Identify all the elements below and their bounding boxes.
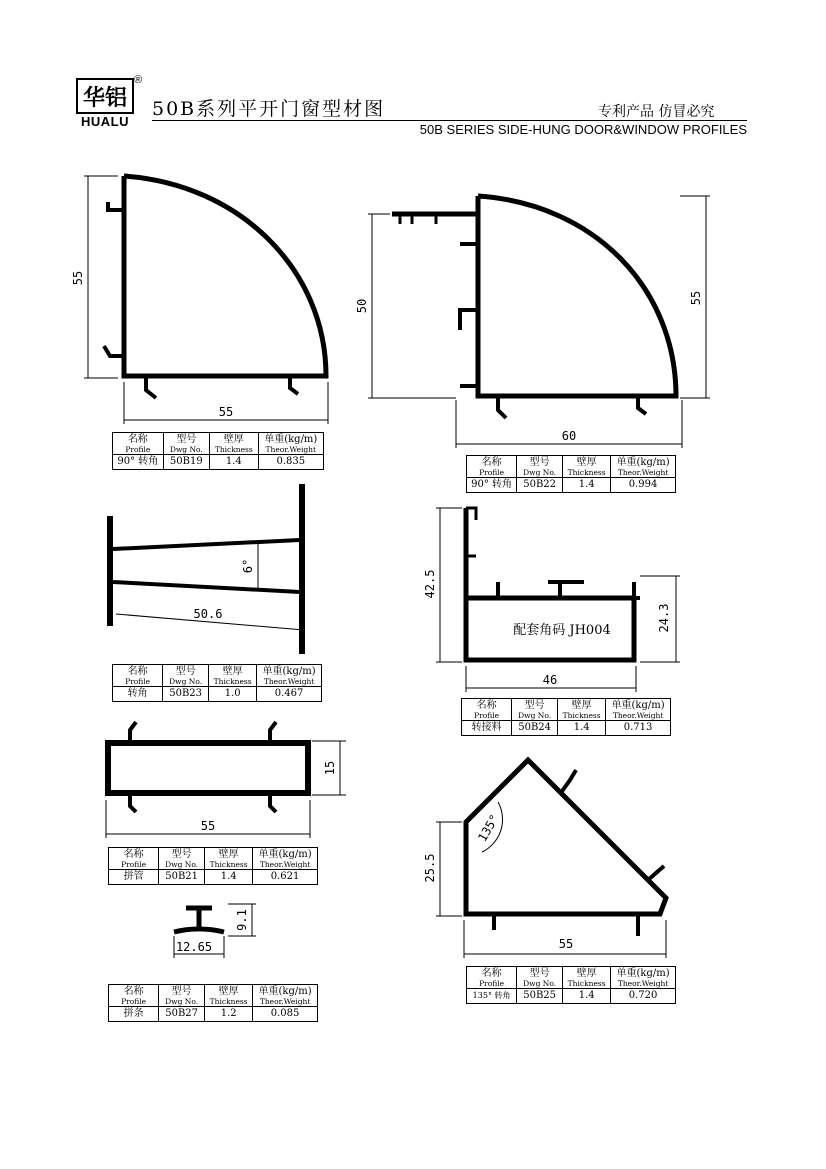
dwg-no: 50B21 bbox=[159, 870, 205, 885]
hdr-thick-cn: 壁厚 bbox=[222, 665, 243, 677]
dim-50B25-height: 25.5 bbox=[423, 853, 437, 883]
hdr-profile-en: Profile bbox=[121, 996, 147, 1006]
hdr-dwg-en: Dwg No. bbox=[523, 978, 557, 988]
hdr-thick-cn: 壁厚 bbox=[218, 848, 239, 860]
hdr-dwg-en: Dwg No. bbox=[523, 467, 557, 477]
dwg-no: 50B27 bbox=[159, 1007, 205, 1022]
hdr-weight-en: Theor.Weight bbox=[259, 996, 311, 1006]
hdr-weight-cn: 单重(kg/m) bbox=[611, 699, 665, 711]
profile-name: 拼管 bbox=[109, 870, 159, 885]
thickness: 1.0 bbox=[209, 687, 257, 702]
dim-50B19-width: 55 bbox=[218, 405, 234, 419]
dwg-no: 50B25 bbox=[517, 989, 563, 1004]
logo-cn-text: 华铝 bbox=[82, 86, 128, 111]
hdr-profile-cn: 名称 bbox=[481, 456, 502, 468]
hdr-profile-en: Profile bbox=[125, 444, 151, 454]
thickness: 1.4 bbox=[210, 455, 259, 470]
profile-50B24-drawing bbox=[436, 508, 680, 692]
hdr-dwg-cn: 型号 bbox=[175, 665, 196, 677]
dim-50B27-width: 12.65 bbox=[175, 940, 213, 954]
dwg-no: 50B19 bbox=[163, 455, 209, 470]
hdr-weight-en: Theor.Weight bbox=[265, 444, 317, 454]
weight: 0.085 bbox=[253, 1007, 318, 1022]
weight: 0.994 bbox=[611, 478, 676, 493]
dim-50B19-height: 55 bbox=[71, 270, 85, 286]
hdr-thick-cn: 壁厚 bbox=[218, 985, 239, 997]
dim-50B22-width: 60 bbox=[561, 429, 577, 443]
dim-50B22-right-height: 55 bbox=[689, 290, 703, 306]
hdr-thick-cn: 壁厚 bbox=[576, 456, 597, 468]
hdr-dwg-en: Dwg No. bbox=[165, 996, 199, 1006]
hdr-thick-cn: 壁厚 bbox=[571, 699, 592, 711]
hdr-thick-en: Thickness bbox=[567, 467, 606, 477]
hdr-dwg-cn: 型号 bbox=[529, 456, 550, 468]
hdr-weight-cn: 单重(kg/m) bbox=[258, 985, 312, 997]
hdr-profile-cn: 名称 bbox=[476, 699, 497, 711]
hdr-thick-en: Thickness bbox=[214, 444, 253, 454]
weight: 0.467 bbox=[257, 687, 322, 702]
thickness: 1.4 bbox=[563, 478, 611, 493]
hdr-weight-cn: 单重(kg/m) bbox=[264, 433, 318, 445]
hdr-profile-cn: 名称 bbox=[481, 967, 502, 979]
hdr-profile-cn: 名称 bbox=[123, 985, 144, 997]
thickness: 1.4 bbox=[205, 870, 253, 885]
dim-50B21-height: 15 bbox=[323, 760, 337, 776]
weight: 0.720 bbox=[611, 989, 676, 1004]
hdr-thick-cn: 壁厚 bbox=[223, 433, 244, 445]
hdr-profile-en: Profile bbox=[474, 710, 500, 720]
hdr-profile-en: Profile bbox=[479, 467, 505, 477]
hdr-weight-cn: 单重(kg/m) bbox=[616, 967, 670, 979]
spec-table-50B22 bbox=[466, 455, 676, 493]
hdr-profile-cn: 名称 bbox=[123, 848, 144, 860]
hdr-weight-en: Theor.Weight bbox=[263, 676, 315, 686]
page-title-en: 50B SERIES SIDE-HUNG DOOR&WINDOW PROFILES bbox=[419, 122, 747, 137]
dwg-no: 50B22 bbox=[517, 478, 563, 493]
hdr-thick-en: Thickness bbox=[209, 859, 248, 869]
thickness: 1.4 bbox=[563, 989, 611, 1004]
patent-slogan: 专利产品 仿冒必究 bbox=[598, 104, 715, 120]
page-title-cn: 50B系列平开门窗型材图 bbox=[152, 98, 386, 120]
weight: 0.621 bbox=[253, 870, 318, 885]
hdr-weight-cn: 单重(kg/m) bbox=[616, 456, 670, 468]
spec-table-50B27 bbox=[108, 984, 318, 1022]
profile-50B23-drawing bbox=[110, 484, 304, 654]
hdr-dwg-cn: 型号 bbox=[524, 699, 545, 711]
profile-50B21-drawing bbox=[106, 722, 346, 838]
hdr-dwg-cn: 型号 bbox=[171, 985, 192, 997]
logo-en-text: HUALU bbox=[81, 114, 129, 129]
profile-name: 90° 转角 bbox=[113, 455, 164, 470]
dim-50B25-width: 55 bbox=[558, 937, 574, 951]
profile-name: 135° 转角 bbox=[467, 989, 517, 1004]
profile-50B22-drawing bbox=[368, 196, 710, 448]
dim-50B24-height: 42.5 bbox=[423, 569, 437, 599]
spec-table-50B23 bbox=[112, 664, 322, 702]
dwg-no: 50B23 bbox=[163, 687, 209, 702]
dim-50B25-angle: 135° bbox=[475, 811, 502, 845]
hdr-profile-en: Profile bbox=[479, 978, 505, 988]
profile-name: 90° 转角 bbox=[467, 478, 517, 493]
hdr-profile-cn: 名称 bbox=[127, 433, 148, 445]
dim-50B21-width: 55 bbox=[200, 819, 216, 833]
hdr-profile-cn: 名称 bbox=[127, 665, 148, 677]
spec-table-50B25 bbox=[466, 966, 676, 1004]
profile-name: 转角 bbox=[113, 687, 163, 702]
dim-50B22-left-height: 50 bbox=[355, 298, 369, 314]
spec-table-50B24 bbox=[461, 698, 671, 736]
thickness: 1.2 bbox=[205, 1007, 253, 1022]
profile-name: 拼条 bbox=[109, 1007, 159, 1022]
profile-50B19-drawing bbox=[84, 176, 328, 424]
dim-50B24-inner-height: 24.3 bbox=[657, 603, 671, 633]
hdr-weight-en: Theor.Weight bbox=[617, 978, 669, 988]
dwg-no: 50B24 bbox=[512, 721, 558, 736]
spec-table-50B21 bbox=[108, 847, 318, 885]
hdr-weight-cn: 单重(kg/m) bbox=[258, 848, 312, 860]
dim-50B23-length: 50.6 bbox=[193, 607, 223, 621]
hdr-dwg-en: Dwg No. bbox=[169, 676, 203, 686]
dim-50B27-height: 9.1 bbox=[235, 909, 249, 931]
hdr-weight-en: Theor.Weight bbox=[259, 859, 311, 869]
bracket-note: 配套角码 JH004 bbox=[513, 623, 611, 638]
profile-name: 转接料 bbox=[462, 721, 512, 736]
weight: 0.713 bbox=[606, 721, 671, 736]
hdr-dwg-en: Dwg No. bbox=[169, 444, 203, 454]
hdr-thick-en: Thickness bbox=[562, 710, 601, 720]
registered-mark: ® bbox=[134, 74, 143, 86]
hdr-thick-en: Thickness bbox=[213, 676, 252, 686]
hdr-profile-en: Profile bbox=[125, 676, 151, 686]
dim-50B23-angle: 6° bbox=[241, 558, 255, 574]
hdr-dwg-en: Dwg No. bbox=[165, 859, 199, 869]
hdr-thick-en: Thickness bbox=[567, 978, 606, 988]
hdr-dwg-cn: 型号 bbox=[176, 433, 197, 445]
hdr-profile-en: Profile bbox=[121, 859, 147, 869]
hdr-weight-cn: 单重(kg/m) bbox=[262, 665, 316, 677]
hdr-weight-en: Theor.Weight bbox=[617, 467, 669, 477]
spec-table-50B19 bbox=[112, 432, 324, 470]
thickness: 1.4 bbox=[558, 721, 606, 736]
hdr-thick-cn: 壁厚 bbox=[576, 967, 597, 979]
hdr-dwg-cn: 型号 bbox=[529, 967, 550, 979]
hdr-weight-en: Theor.Weight bbox=[612, 710, 664, 720]
hdr-dwg-cn: 型号 bbox=[171, 848, 192, 860]
profile-50B25-drawing bbox=[436, 760, 666, 958]
hdr-thick-en: Thickness bbox=[209, 996, 248, 1006]
hdr-dwg-en: Dwg No. bbox=[518, 710, 552, 720]
weight: 0.835 bbox=[258, 455, 323, 470]
dim-50B24-width: 46 bbox=[542, 673, 558, 687]
